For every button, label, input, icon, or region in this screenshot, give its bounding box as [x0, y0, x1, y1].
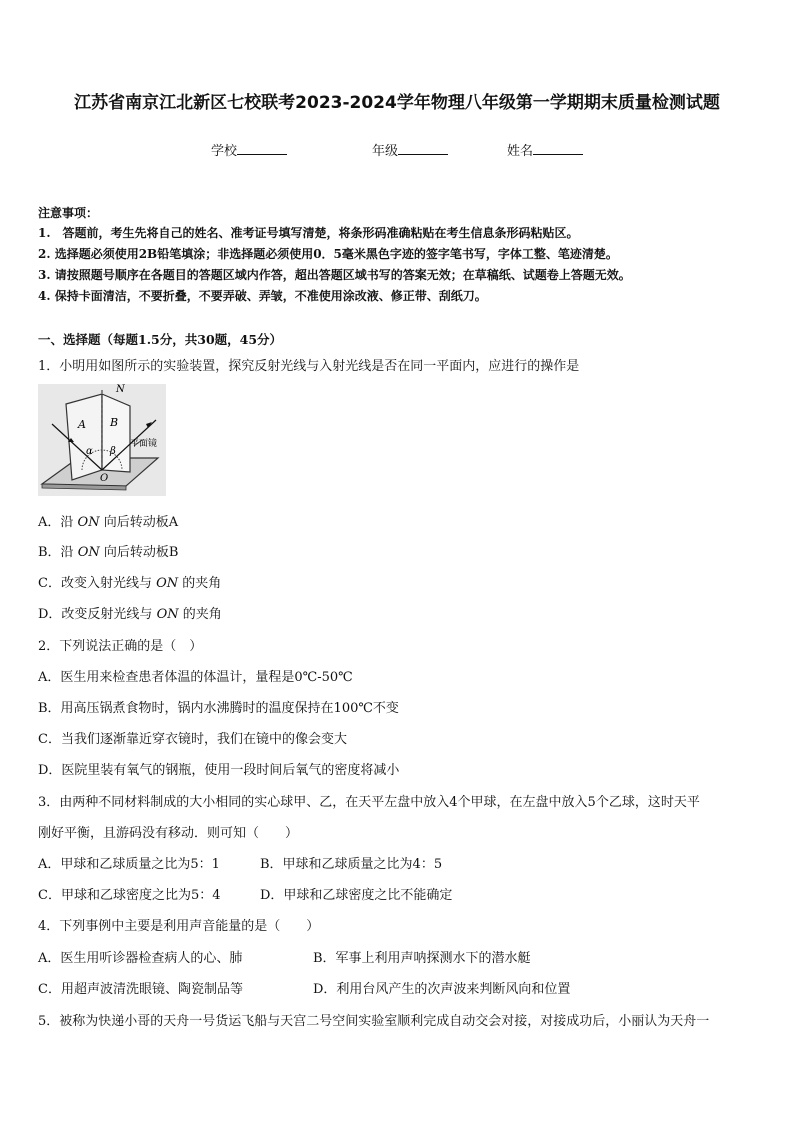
- question-1-stem: 1．小明用如图所示的实验装置，探究反射光线与入射光线是否在同一平面内，应进行的操作是: [38, 359, 580, 374]
- grade-blank: [398, 142, 448, 155]
- figure-label-beta: β: [110, 446, 116, 457]
- school-field: [211, 140, 287, 159]
- figure-label-n: N: [116, 384, 125, 395]
- q1-option-d: D．改变反射光线与 ON 的夹角: [38, 607, 222, 622]
- q2-option-c: C．当我们逐渐靠近穿衣镜时，我们在镜中的像会变大: [38, 732, 347, 747]
- grade-label: 年级: [372, 144, 399, 159]
- q2-option-b: B．用高压锅煮食物时，锅内水沸腾时的温度保持在100℃不变: [38, 701, 399, 716]
- q1-option-a: A．沿 ON 向后转动板A: [38, 515, 179, 530]
- name-blank: [533, 142, 583, 155]
- q4-option-c: C．用超声波清洗眼镜、陶瓷制品等: [38, 982, 243, 997]
- name-field: [507, 140, 583, 159]
- note-item-4: 4. 保持卡面清洁，不要折叠，不要弄破、弄皱，不准使用涂改液、修正带、刮纸刀。: [38, 289, 487, 303]
- page-title: 江苏省南京江北新区七校联考2023-2024学年物理八年级第一学期期末质量检测试题: [74, 93, 720, 113]
- question-2-stem: 2．下列说法正确的是（ ）: [38, 639, 203, 654]
- q4-option-d: D．利用台风产生的次声波来判断风向和位置: [313, 982, 571, 997]
- question-3-stem-line2: 刚好平衡，且游码没有移动．则可知（ ）: [38, 826, 299, 841]
- question-3-stem-line1: 3．由两种不同材料制成的大小相同的实心球甲、乙，在天平左盘中放入4个甲球，在左盘中放入5个乙球，这时天平: [38, 795, 700, 810]
- note-item-3: 3. 请按照题号顺序在各题目的答题区域内作答，超出答题区域书写的答案无效；在草稿纸、试题卷上答题无效。: [38, 268, 631, 282]
- q4-option-a: A．医生用听诊器检查病人的心、肺: [38, 951, 243, 966]
- grade-field: [372, 140, 448, 159]
- q1-option-b: B．沿 ON 向后转动板B: [38, 545, 179, 560]
- school-blank: [237, 142, 287, 155]
- q4-option-b: B．军事上利用声呐探测水下的潜水艇: [313, 951, 531, 966]
- q3-option-b: B．甲球和乙球质量之比为4：5: [260, 857, 443, 872]
- section-heading: 一、选择题（每题1.5分，共30题，45分）: [38, 332, 283, 347]
- reflection-experiment-figure: [38, 384, 166, 496]
- question-5-stem: 5．被称为快递小哥的天舟一号货运飞船与天宫二号空间实验室顺利完成自动交会对接，对接成功后，小丽认为天舟一: [38, 1014, 710, 1029]
- q2-option-d: D．医院里装有氧气的钢瓶，使用一段时间后氧气的密度将减小: [38, 763, 400, 778]
- q3-option-d: D．甲球和乙球密度之比不能确定: [260, 888, 453, 903]
- question-4-stem: 4．下列事例中主要是利用声音能量的是（ ）: [38, 919, 320, 934]
- name-label: 姓名: [507, 144, 534, 159]
- figure-label-a: A: [78, 418, 86, 431]
- figure-label-alpha: α: [86, 446, 93, 457]
- q2-option-a: A．医生用来检查患者体温的体温计，量程是0℃-50℃: [38, 670, 353, 685]
- figure-label-o: O: [100, 473, 109, 484]
- q3-option-c: C．甲球和乙球密度之比为5：4: [38, 888, 221, 903]
- q1-option-c: C．改变入射光线与 ON 的夹角: [38, 576, 222, 591]
- figure-label-b: B: [110, 416, 119, 429]
- note-item-1: 1. 答题前，考生先将自己的姓名、准考证号填写清楚，将条形码准确粘贴在考生信息条形码粘贴区。: [38, 226, 579, 240]
- note-item-2: 2. 选择题必须使用2B铅笔填涂；非选择题必须使用0．5毫米黑色字迹的签字笔书写，字体工整、笔迹清楚。: [38, 247, 618, 261]
- q3-option-a: A．甲球和乙球质量之比为5：1: [38, 857, 220, 872]
- school-label: 学校: [211, 144, 238, 159]
- figure-label-mirror: 平面镜: [130, 439, 158, 449]
- notes-heading: 注意事项：: [38, 206, 99, 220]
